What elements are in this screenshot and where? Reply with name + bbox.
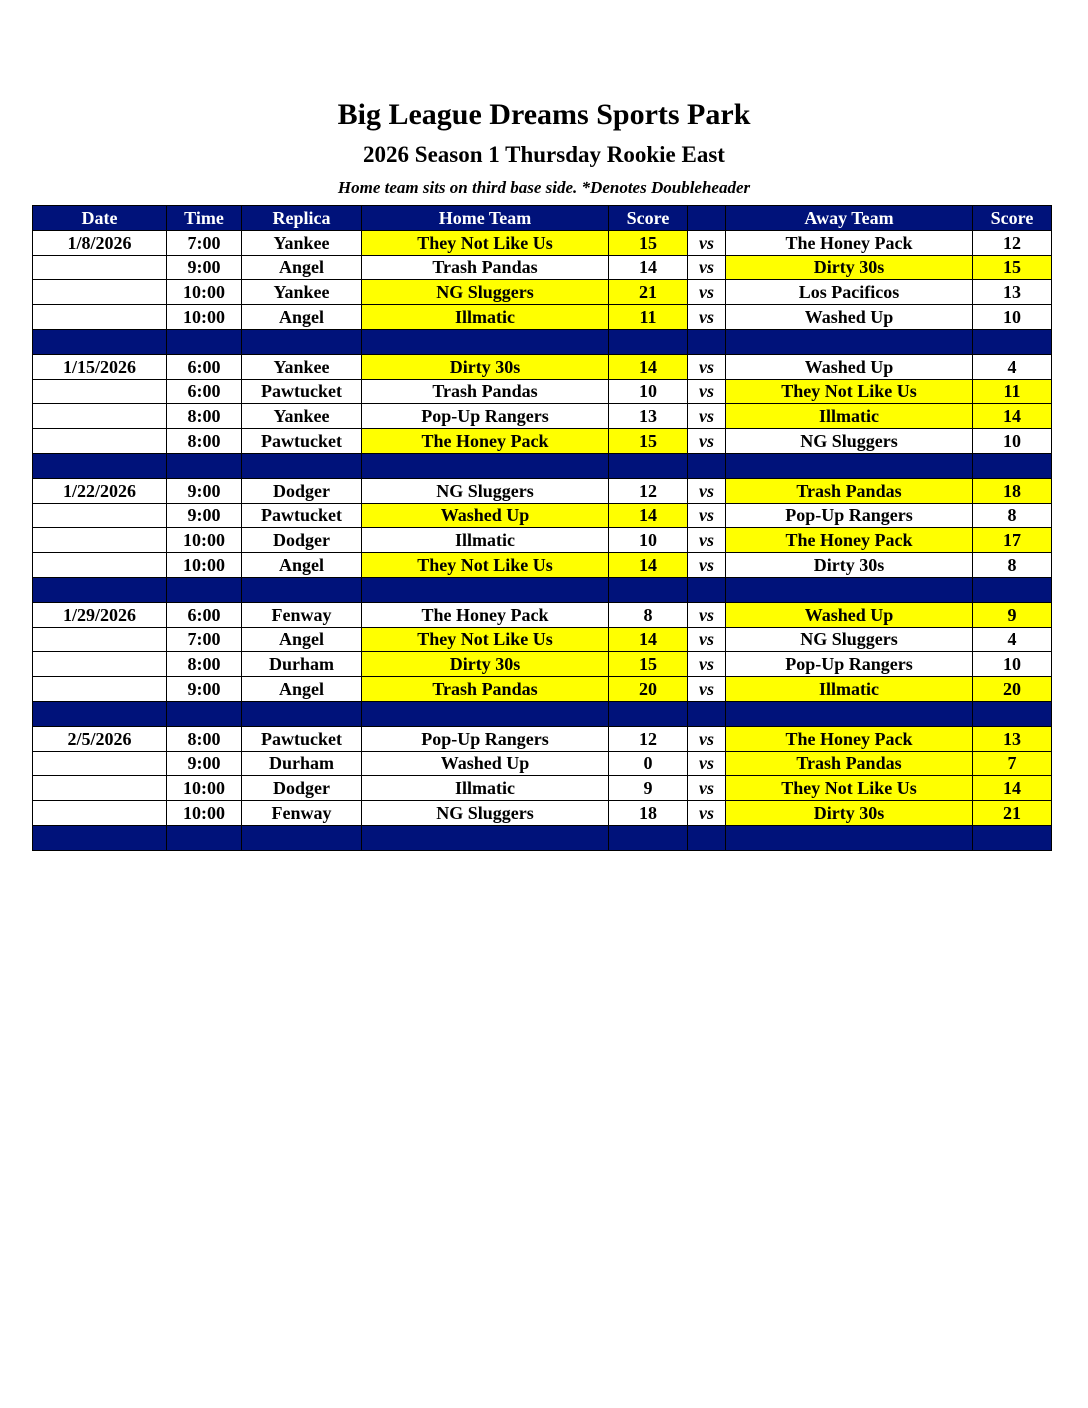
vs-cell: vs	[688, 528, 726, 553]
col-header-away-score: Score	[973, 206, 1052, 231]
page-title: Big League Dreams Sports Park	[337, 98, 751, 131]
separator-cell	[688, 329, 726, 354]
vs-cell: vs	[688, 305, 726, 330]
separator-cell	[33, 825, 167, 850]
separator-cell	[726, 701, 973, 726]
home-team-cell: NG Sluggers	[362, 280, 609, 305]
replica-cell: Angel	[242, 255, 362, 280]
away-score-cell: 14	[973, 404, 1052, 429]
away-team-cell: The Honey Pack	[726, 230, 973, 255]
game-row	[33, 429, 1052, 454]
home-score-cell: 12	[609, 726, 688, 751]
away-score-cell: 7	[973, 751, 1052, 776]
home-team-cell: They Not Like Us	[362, 230, 609, 255]
home-team-cell: The Honey Pack	[362, 602, 609, 627]
away-score-cell: 8	[973, 503, 1052, 528]
separator-cell	[726, 453, 973, 478]
replica-cell: Angel	[242, 677, 362, 702]
game-row	[33, 751, 1052, 776]
week-separator-row	[33, 701, 1052, 726]
home-team-cell: They Not Like Us	[362, 553, 609, 578]
game-row	[33, 280, 1052, 305]
away-team-cell: They Not Like Us	[726, 776, 973, 801]
separator-cell	[242, 577, 362, 602]
date-cell	[33, 255, 167, 280]
replica-cell: Fenway	[242, 801, 362, 826]
date-cell	[33, 379, 167, 404]
vs-cell: vs	[688, 602, 726, 627]
away-score-cell: 9	[973, 602, 1052, 627]
away-team-cell: Trash Pandas	[726, 751, 973, 776]
date-cell: 1/22/2026	[33, 478, 167, 503]
home-team-cell: Pop-Up Rangers	[362, 726, 609, 751]
separator-cell	[362, 453, 609, 478]
game-row	[33, 379, 1052, 404]
date-cell	[33, 627, 167, 652]
replica-cell: Durham	[242, 652, 362, 677]
time-cell: 8:00	[167, 652, 242, 677]
away-team-cell: Washed Up	[726, 305, 973, 330]
game-row	[33, 553, 1052, 578]
col-header-home-score: Score	[609, 206, 688, 231]
time-cell: 8:00	[167, 404, 242, 429]
home-score-cell: 20	[609, 677, 688, 702]
separator-cell	[726, 329, 973, 354]
home-score-cell: 15	[609, 652, 688, 677]
home-team-cell: Trash Pandas	[362, 677, 609, 702]
away-team-cell: Los Pacificos	[726, 280, 973, 305]
home-score-cell: 9	[609, 776, 688, 801]
away-score-cell: 21	[973, 801, 1052, 826]
away-score-cell: 12	[973, 230, 1052, 255]
date-cell	[33, 553, 167, 578]
separator-cell	[688, 577, 726, 602]
week-separator-row	[33, 329, 1052, 354]
replica-cell: Durham	[242, 751, 362, 776]
home-team-cell: The Honey Pack	[362, 429, 609, 454]
time-cell: 10:00	[167, 801, 242, 826]
game-row	[33, 776, 1052, 801]
separator-cell	[726, 825, 973, 850]
replica-cell: Pawtucket	[242, 726, 362, 751]
home-score-cell: 14	[609, 354, 688, 379]
schedule-note: Home team sits on third base side. *Denotes Doubleheader	[337, 178, 751, 197]
replica-cell: Angel	[242, 553, 362, 578]
home-score-cell: 12	[609, 478, 688, 503]
time-cell: 9:00	[167, 677, 242, 702]
away-team-cell: The Honey Pack	[726, 528, 973, 553]
away-score-cell: 17	[973, 528, 1052, 553]
separator-cell	[33, 577, 167, 602]
home-team-cell: Washed Up	[362, 751, 609, 776]
separator-cell	[242, 329, 362, 354]
game-row	[33, 478, 1052, 503]
home-team-cell: NG Sluggers	[362, 801, 609, 826]
date-cell	[33, 776, 167, 801]
home-score-cell: 11	[609, 305, 688, 330]
separator-cell	[609, 329, 688, 354]
time-cell: 9:00	[167, 255, 242, 280]
date-cell: 2/5/2026	[33, 726, 167, 751]
home-team-cell: Washed Up	[362, 503, 609, 528]
time-cell: 10:00	[167, 280, 242, 305]
replica-cell: Dodger	[242, 528, 362, 553]
time-cell: 6:00	[167, 379, 242, 404]
time-cell: 9:00	[167, 503, 242, 528]
home-team-cell: Dirty 30s	[362, 652, 609, 677]
game-row	[33, 528, 1052, 553]
date-cell	[33, 429, 167, 454]
separator-cell	[362, 577, 609, 602]
time-cell: 10:00	[167, 776, 242, 801]
away-team-cell: Illmatic	[726, 404, 973, 429]
vs-cell: vs	[688, 677, 726, 702]
home-score-cell: 18	[609, 801, 688, 826]
away-team-cell: The Honey Pack	[726, 726, 973, 751]
away-team-cell: Washed Up	[726, 354, 973, 379]
away-score-cell: 10	[973, 305, 1052, 330]
home-team-cell: Dirty 30s	[362, 354, 609, 379]
separator-cell	[609, 825, 688, 850]
date-cell	[33, 801, 167, 826]
home-team-cell: Trash Pandas	[362, 255, 609, 280]
separator-cell	[973, 701, 1052, 726]
replica-cell: Yankee	[242, 280, 362, 305]
separator-cell	[973, 329, 1052, 354]
away-score-cell: 10	[973, 652, 1052, 677]
vs-cell: vs	[688, 553, 726, 578]
away-team-cell: Dirty 30s	[726, 255, 973, 280]
away-score-cell: 20	[973, 677, 1052, 702]
away-score-cell: 13	[973, 280, 1052, 305]
header-row	[33, 206, 1052, 231]
time-cell: 10:00	[167, 305, 242, 330]
separator-cell	[242, 701, 362, 726]
away-score-cell: 15	[973, 255, 1052, 280]
time-cell: 7:00	[167, 627, 242, 652]
col-header-home-team: Home Team	[362, 206, 609, 231]
separator-cell	[362, 825, 609, 850]
separator-cell	[688, 825, 726, 850]
home-score-cell: 10	[609, 379, 688, 404]
replica-cell: Pawtucket	[242, 503, 362, 528]
replica-cell: Pawtucket	[242, 379, 362, 404]
game-row	[33, 404, 1052, 429]
replica-cell: Angel	[242, 305, 362, 330]
schedule-table	[32, 205, 1052, 851]
home-team-cell: They Not Like Us	[362, 627, 609, 652]
vs-cell: vs	[688, 354, 726, 379]
date-cell	[33, 652, 167, 677]
away-score-cell: 18	[973, 478, 1052, 503]
date-cell: 1/8/2026	[33, 230, 167, 255]
time-cell: 9:00	[167, 751, 242, 776]
vs-cell: vs	[688, 255, 726, 280]
date-cell	[33, 280, 167, 305]
separator-cell	[242, 825, 362, 850]
separator-cell	[726, 577, 973, 602]
away-score-cell: 11	[973, 379, 1052, 404]
vs-cell: vs	[688, 230, 726, 255]
week-separator-row	[33, 825, 1052, 850]
away-team-cell: Dirty 30s	[726, 553, 973, 578]
home-score-cell: 8	[609, 602, 688, 627]
vs-cell: vs	[688, 503, 726, 528]
game-row	[33, 255, 1052, 280]
home-score-cell: 0	[609, 751, 688, 776]
home-score-cell: 14	[609, 627, 688, 652]
separator-cell	[33, 453, 167, 478]
separator-cell	[362, 701, 609, 726]
date-cell: 1/29/2026	[33, 602, 167, 627]
vs-cell: vs	[688, 280, 726, 305]
replica-cell: Fenway	[242, 602, 362, 627]
away-team-cell: They Not Like Us	[726, 379, 973, 404]
home-score-cell: 13	[609, 404, 688, 429]
col-header-replica: Replica	[242, 206, 362, 231]
col-header-date: Date	[33, 206, 167, 231]
away-score-cell: 14	[973, 776, 1052, 801]
away-team-cell: Pop-Up Rangers	[726, 652, 973, 677]
vs-cell: vs	[688, 751, 726, 776]
time-cell: 6:00	[167, 354, 242, 379]
game-row	[33, 354, 1052, 379]
away-team-cell: NG Sluggers	[726, 429, 973, 454]
away-score-cell: 10	[973, 429, 1052, 454]
home-team-cell: NG Sluggers	[362, 478, 609, 503]
page-subtitle: 2026 Season 1 Thursday Rookie East	[363, 142, 725, 167]
away-team-cell: Pop-Up Rangers	[726, 503, 973, 528]
home-team-cell: Trash Pandas	[362, 379, 609, 404]
game-row	[33, 602, 1052, 627]
separator-cell	[688, 453, 726, 478]
vs-cell: vs	[688, 652, 726, 677]
vs-cell: vs	[688, 801, 726, 826]
home-score-cell: 14	[609, 255, 688, 280]
schedule-body	[33, 230, 1052, 850]
home-team-cell: Illmatic	[362, 528, 609, 553]
game-row	[33, 627, 1052, 652]
vs-cell: vs	[688, 726, 726, 751]
vs-cell: vs	[688, 776, 726, 801]
away-team-cell: NG Sluggers	[726, 627, 973, 652]
separator-cell	[167, 453, 242, 478]
vs-cell: vs	[688, 627, 726, 652]
vs-cell: vs	[688, 379, 726, 404]
date-cell: 1/15/2026	[33, 354, 167, 379]
separator-cell	[973, 825, 1052, 850]
away-score-cell: 4	[973, 354, 1052, 379]
replica-cell: Pawtucket	[242, 429, 362, 454]
separator-cell	[33, 329, 167, 354]
game-row	[33, 801, 1052, 826]
week-separator-row	[33, 453, 1052, 478]
separator-cell	[609, 453, 688, 478]
home-team-cell: Illmatic	[362, 305, 609, 330]
separator-cell	[167, 825, 242, 850]
away-score-cell: 13	[973, 726, 1052, 751]
date-cell	[33, 677, 167, 702]
date-cell	[33, 503, 167, 528]
separator-cell	[973, 577, 1052, 602]
replica-cell: Yankee	[242, 230, 362, 255]
date-cell	[33, 404, 167, 429]
game-row	[33, 677, 1052, 702]
date-cell	[33, 528, 167, 553]
col-header-time: Time	[167, 206, 242, 231]
home-score-cell: 21	[609, 280, 688, 305]
week-separator-row	[33, 577, 1052, 602]
time-cell: 8:00	[167, 726, 242, 751]
separator-cell	[167, 577, 242, 602]
replica-cell: Dodger	[242, 478, 362, 503]
date-cell	[33, 305, 167, 330]
away-team-cell: Washed Up	[726, 602, 973, 627]
away-team-cell: Trash Pandas	[726, 478, 973, 503]
replica-cell: Dodger	[242, 776, 362, 801]
home-team-cell: Pop-Up Rangers	[362, 404, 609, 429]
separator-cell	[609, 577, 688, 602]
replica-cell: Yankee	[242, 404, 362, 429]
replica-cell: Yankee	[242, 354, 362, 379]
home-team-cell: Illmatic	[362, 776, 609, 801]
game-row	[33, 726, 1052, 751]
time-cell: 7:00	[167, 230, 242, 255]
vs-cell: vs	[688, 404, 726, 429]
time-cell: 10:00	[167, 553, 242, 578]
home-score-cell: 15	[609, 429, 688, 454]
away-score-cell: 4	[973, 627, 1052, 652]
time-cell: 8:00	[167, 429, 242, 454]
time-cell: 6:00	[167, 602, 242, 627]
replica-cell: Angel	[242, 627, 362, 652]
home-score-cell: 15	[609, 230, 688, 255]
game-row	[33, 652, 1052, 677]
home-score-cell: 10	[609, 528, 688, 553]
col-header-vs	[688, 206, 726, 231]
home-score-cell: 14	[609, 503, 688, 528]
separator-cell	[973, 453, 1052, 478]
separator-cell	[167, 329, 242, 354]
separator-cell	[362, 329, 609, 354]
date-cell	[33, 751, 167, 776]
vs-cell: vs	[688, 478, 726, 503]
separator-cell	[167, 701, 242, 726]
away-score-cell: 8	[973, 553, 1052, 578]
game-row	[33, 503, 1052, 528]
separator-cell	[609, 701, 688, 726]
time-cell: 10:00	[167, 528, 242, 553]
time-cell: 9:00	[167, 478, 242, 503]
home-score-cell: 14	[609, 553, 688, 578]
vs-cell: vs	[688, 429, 726, 454]
separator-cell	[688, 701, 726, 726]
away-team-cell: Dirty 30s	[726, 801, 973, 826]
game-row	[33, 305, 1052, 330]
separator-cell	[33, 701, 167, 726]
separator-cell	[242, 453, 362, 478]
away-team-cell: Illmatic	[726, 677, 973, 702]
col-header-away-team: Away Team	[726, 206, 973, 231]
game-row	[33, 230, 1052, 255]
